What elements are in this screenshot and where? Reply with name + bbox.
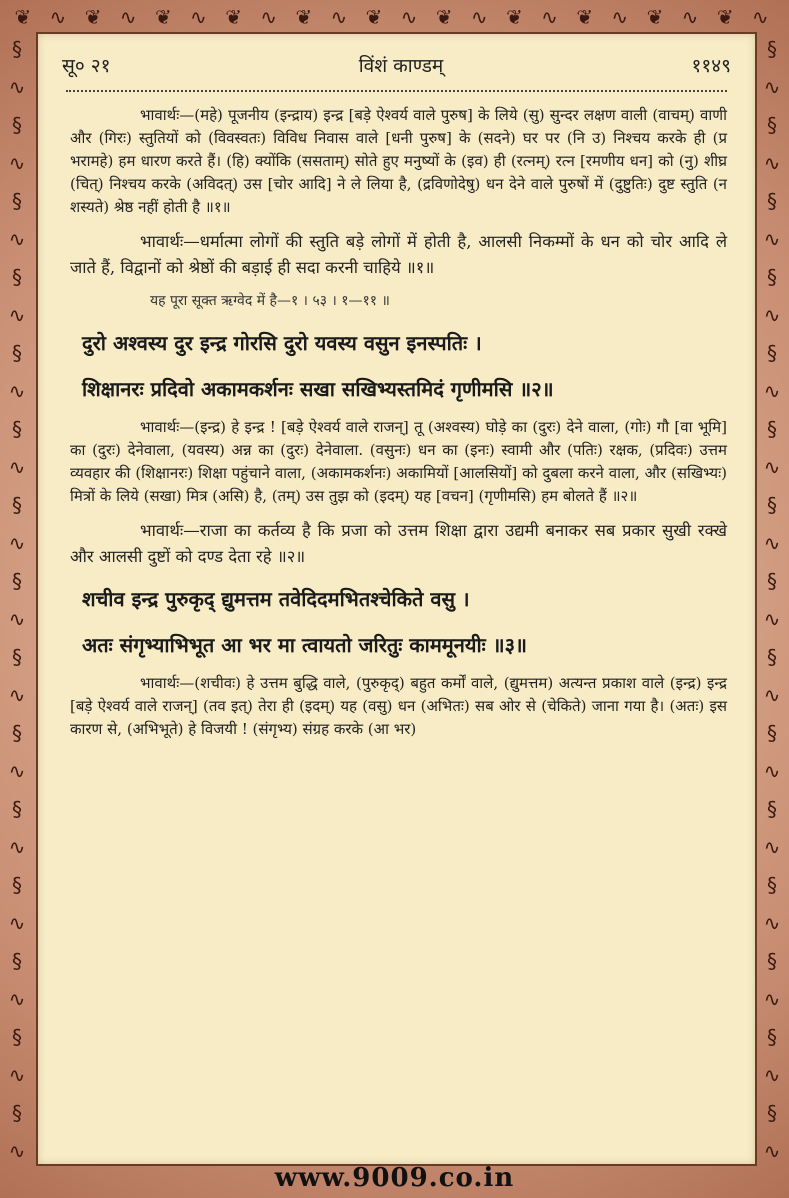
page-number: ११४९ <box>691 55 731 77</box>
scripture-page <box>36 32 757 1166</box>
summary-paragraph: भावार्थः—राजा का कर्तव्य है कि प्रजा को उत्तम शिक्षा द्वारा उद्यमी बनाकर सब प्रकार सुखी रक्खे और आलसी दुष्टों को दण्ड देता रहे ॥२॥ <box>70 521 727 566</box>
footer <box>0 1158 789 1198</box>
commentary-paragraph: भावार्थः—(शचीवः) हे उत्तम बुद्धि वाले, (पुरुकृद्) बहुत कर्मों वाले, (द्युमत्तम) अत्यन्त प्रकाश वाले (इन्द्र) इन्द्र [बड़े ऐश्वर्य वाले राजन्] (तव इत्) तेरा ही (इदम्) यह (वसु) धन (अभितः) सब ओर से (चेकिते) जाना गया है। (अतः) इस कारण से, (अभिभूते) हे विजयी ! (संगृभ्य) संग्रह करके (आ भर) <box>70 674 727 738</box>
commentary-paragraph: भावार्थः—(महे) पूजनीय (इन्द्राय) इन्द्र [बड़े ऐश्वर्य वाले पुरुष] के लिये (सु) सुन्दर लक्षण वाली (वाचम्) वाणी और (गिरः) स्तुतियों को (विवस्वतः) विविध निवास वाले [धनी पुरुष] के (सदने) घर पर (नि उ) निश्चय करके ही (प्र भरामहे) हम धारण करते हैं। (हि) क्योंकि (ससताम्) सोते हुए मनुष्यों के (इव) ही (रत्नम्) रत्न [रमणीय धन] को (नु) शीघ्र (चित्) निश्चय करके (अविदत्) उस [चोर आदि] ने ले लिया है, (द्रविणोदेषु) धन देने वाले पुरुषों में (दुष्टुतिः) दुष्ट स्तुति (न शस्यते) श्रेष्ठ नहीं होती है ॥१॥ <box>70 106 727 216</box>
kanda-title: विंशं काण्डम् <box>358 55 444 77</box>
scroll-ornament-icon: § ∿ § ∿ § ∿ § ∿ § ∿ § ∿ § ∿ § ∿ § ∿ § ∿ § ∿ § ∿ § ∿ § ∿ § ∿ <box>763 37 781 1163</box>
scroll-ornament-icon: § ∿ § ∿ § ∿ § ∿ § ∿ § ∿ § ∿ § ∿ § ∿ § ∿ § ∿ § ∿ § ∿ § ∿ § ∿ <box>8 37 26 1163</box>
mantra-line: अतः संगृभ्याभिभूत आ भर मा त्वायतो जरितुः काममूनयीः ॥३॥ <box>82 633 527 657</box>
mantra-line: शचीव इन्द्र पुरुकृद् द्युमत्तम तवेदिदमभितश्चेकिते वसु । <box>82 587 470 611</box>
commentary-paragraph: भावार्थः—(इन्द्र) हे इन्द्र ! [बड़े ऐश्वर्य वाले राजन्] तू (अश्वस्य) घोड़े का (दुरः) देने वाला, (गोः) गौ [वा भूमि] का (दुरः) देनेवाला, (यवस्य) अन्न का (दुरः) देनेवाला. (वसुनः) धन का (इनः) स्वामी और (पतिः) रक्षक, (प्रदिवः) उत्तम व्यवहार की (शिक्षानरः) शिक्षा पहुंचाने वाला, (अकामकर्शनः) अकामियों [आलसियों] को दुबला करने वाला, और (सखिभ्यः) मित्रों के लिये (सखा) मित्र (असि) है, (तम्) उस तुझ को (इदम्) यह [वचन] (गृणीमसि) हम बोलते हैं ॥२॥ <box>70 418 727 505</box>
website-link[interactable]: www.9009.co.in <box>274 1163 515 1193</box>
page-header <box>62 52 731 82</box>
scroll-ornament-icon: ❦ ∿ ❦ ∿ ❦ ∿ ❦ ∿ ❦ ∿ ❦ ∿ ❦ ∿ ❦ ∿ ❦ ∿ ❦ ∿ ❦ ∿ <box>14 5 775 29</box>
mantra-line: शिक्षानरः प्रदिवो अकामकर्शनः सखा सखिभ्यस्तमिदं गृणीमसि ॥२॥ <box>82 377 554 401</box>
page-body <box>70 104 727 751</box>
mantra-line: दुरो अश्वस्य दुर इन्द्र गोरसि दुरो यवस्य वसुन इनस्पतिः । <box>82 331 482 355</box>
sukta-number: सू० २१ <box>62 55 111 77</box>
summary-paragraph: भावार्थः—धर्मात्मा लोगों की स्तुति बड़े लोगों में होती है, आलसी निकम्मों के धन को चोर आदि ले जाते हैं, विद्वानों को श्रेष्ठों की बड़ाई ही सदा करनी चाहिये ॥१॥ <box>70 232 727 277</box>
header-divider <box>66 90 727 92</box>
reference-note: यह पूरा सूक्त ऋग्वेद में है—१ । ५३ । १—११ ॥ <box>150 293 390 309</box>
